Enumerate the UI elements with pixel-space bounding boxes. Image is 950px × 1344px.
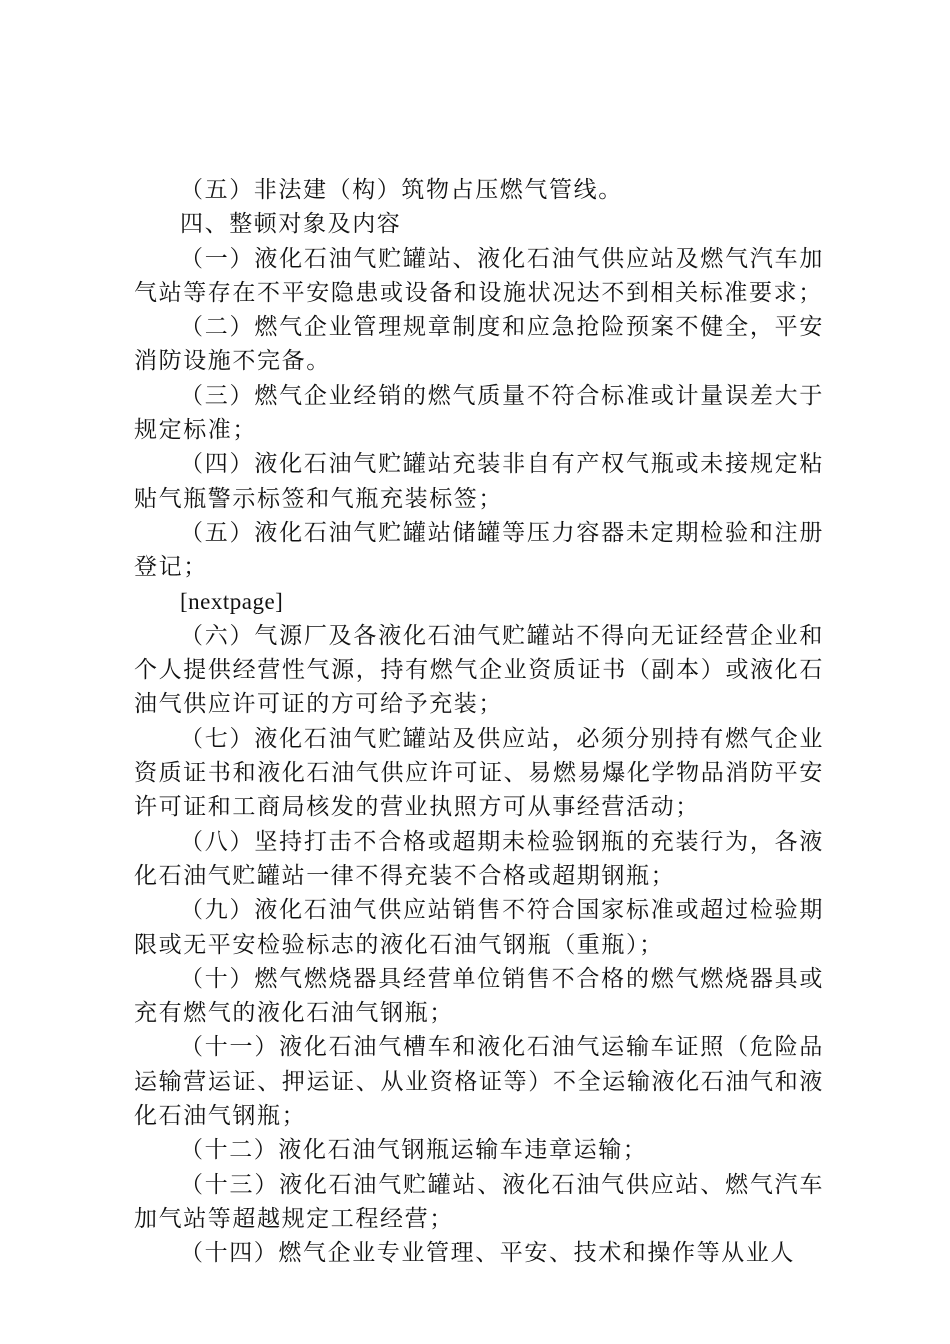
paragraph-item-12: （十二）液化石油气钢瓶运输车违章运输； bbox=[180, 1137, 648, 1164]
paragraph-item-4: （四）液化石油气贮罐站充装非自有产权气瓶或未接规定粘贴气瓶警示标签和气瓶充装标签； bbox=[134, 451, 824, 512]
paragraph-illegal-structures: （五）非法建（构）筑物占压燃气管线。 bbox=[180, 177, 623, 203]
document-body bbox=[134, 173, 824, 1271]
paragraph-item-13: （十三）液化石油气贮罐站、液化石油气供应站、燃气汽车加气站等超越规定工程经营； bbox=[134, 1171, 824, 1232]
paragraph-item-8: （八）坚持打击不合格或超期未检验钢瓶的充装行为，各液化石油气贮罐站一律不得充装不合格或超期钢瓶； bbox=[134, 828, 824, 889]
section-heading-rectification-targets: 四、整顿对象及内容 bbox=[180, 211, 402, 238]
paragraph-item-9: （九）液化石油气供应站销售不符合国家标准或超过检验期限或无平安检验标志的液化石油气钢瓶（重瓶）； bbox=[134, 897, 824, 958]
paragraph-item-5: （五）液化石油气贮罐站储罐等压力容器未定期检验和注册登记； bbox=[134, 519, 824, 581]
paragraph-item-6: （六）气源厂及各液化石油气贮罐站不得向无证经营企业和个人提供经营性气源，持有燃气企业资质证书（副本）或液化石油气供应许可证的方可给予充装； bbox=[134, 622, 824, 718]
paragraph-item-3: （三）燃气企业经销的燃气质量不符合标准或计量误差大于规定标准； bbox=[134, 382, 824, 444]
paragraph-item-11: （十一）液化石油气槽车和液化石油气运输车证照（危险品运输营运证、押运证、从业资格证等）不全运输液化石油气和液化石油气钢瓶； bbox=[134, 1034, 824, 1130]
paragraph-item-10: （十）燃气燃烧器具经营单位销售不合格的燃气燃烧器具或充有燃气的液化石油气钢瓶； bbox=[134, 965, 824, 1027]
paragraph-item-2: （二）燃气企业管理规章制度和应急抢险预案不健全，平安消防设施不完备。 bbox=[134, 314, 824, 375]
paragraph-item-7: （七）液化石油气贮罐站及供应站，必须分别持有燃气企业资质证书和液化石油气供应许可证、易燃易爆化学物品消防平安许可证和工商局核发的营业执照方可从事经营活动； bbox=[134, 725, 824, 821]
paragraph-item-1: （一）液化石油气贮罐站、液化石油气供应站及燃气汽车加气站等存在不平安隐患或设备和设施状况达不到相关标准要求； bbox=[134, 245, 824, 306]
nextpage-marker: [nextpage] bbox=[180, 588, 284, 614]
paragraph-item-14: （十四）燃气企业专业管理、平安、技术和操作等从业人 bbox=[180, 1240, 795, 1267]
